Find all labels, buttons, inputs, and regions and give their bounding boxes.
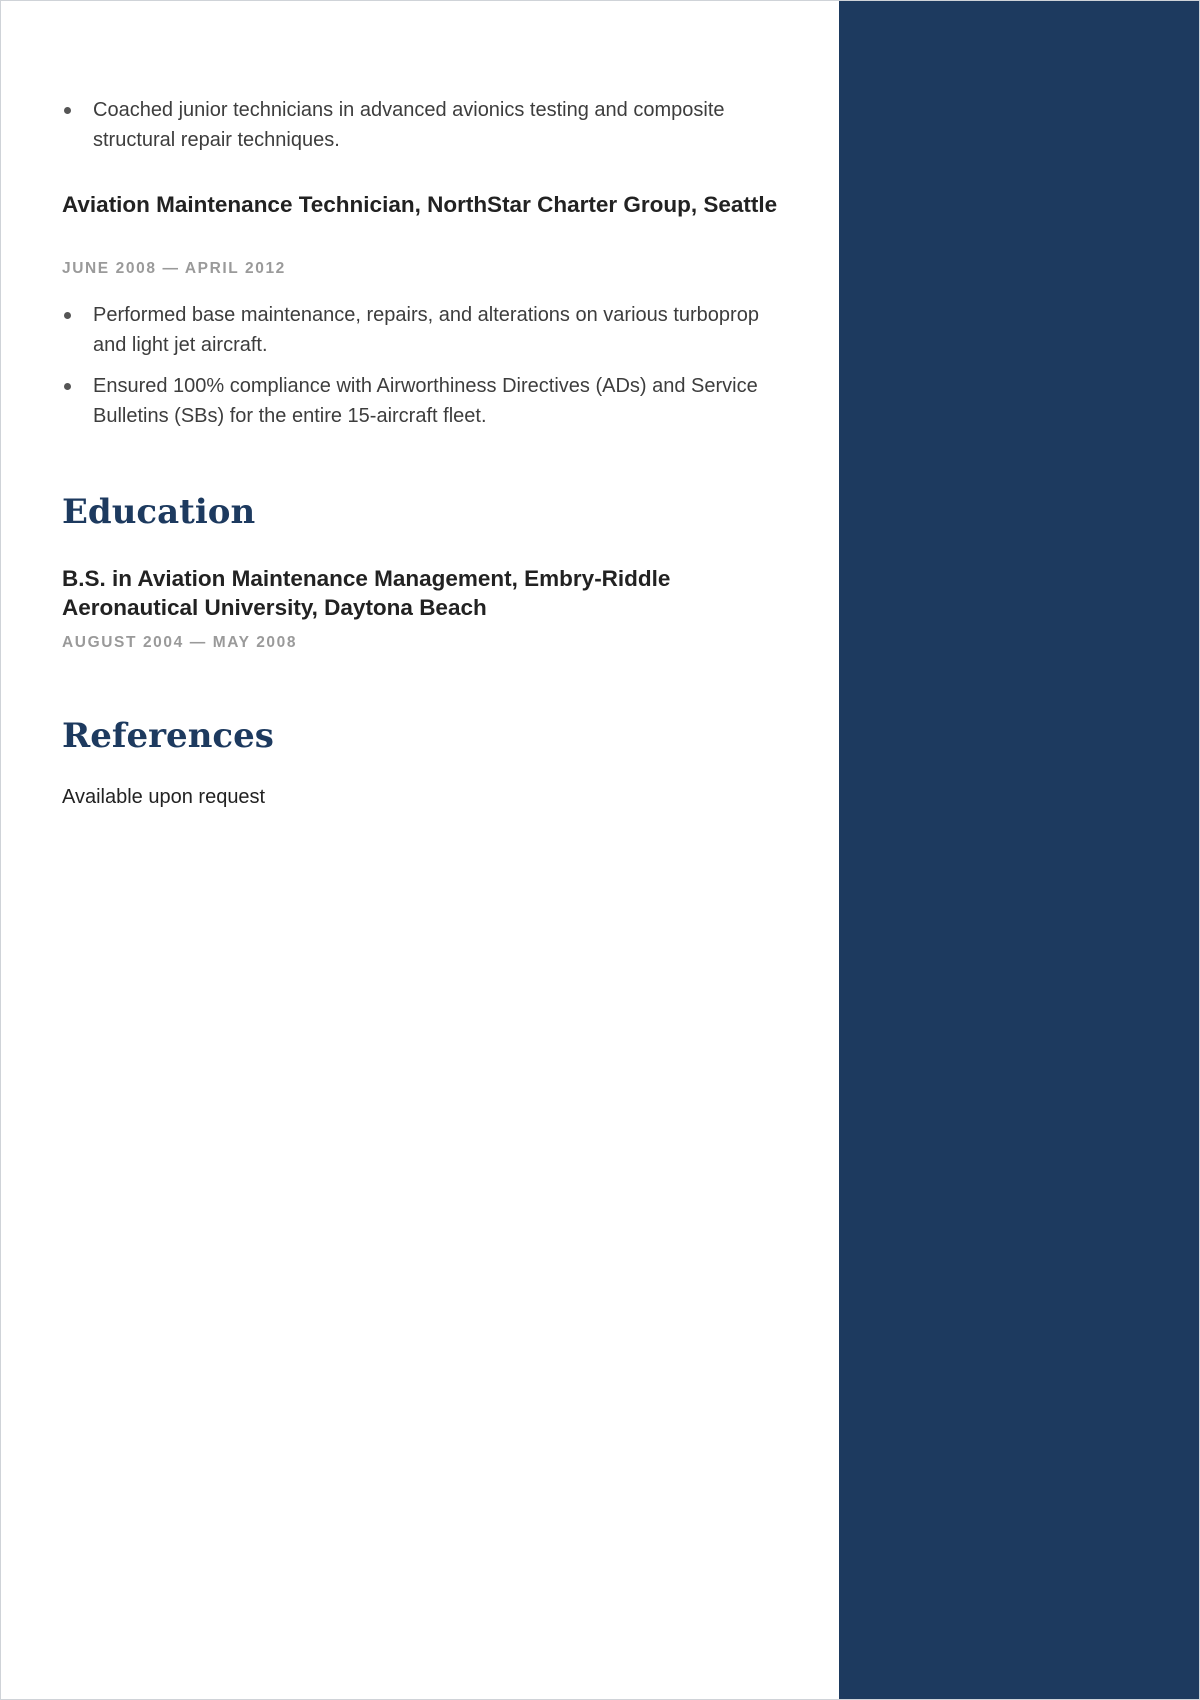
bullet-text: Performed base maintenance, repairs, and alterations on various turboprop and light jet aircraft. — [93, 304, 759, 356]
list-item — [62, 300, 782, 360]
references-text: Available upon request — [62, 786, 266, 808]
bullet-icon — [64, 107, 71, 114]
education-heading: Education — [62, 492, 256, 532]
degree-title: B.S. in Aviation Maintenance Management, Embry-Riddle Aeronautical University, Daytona Beach — [62, 566, 671, 620]
sidebar-panel — [839, 1, 1199, 1699]
job-dates: JUNE 2008 — APRIL 2012 — [62, 260, 286, 277]
education-dates: AUGUST 2004 — MAY 2008 — [62, 634, 298, 651]
previous-role-bullets — [62, 95, 782, 155]
bullet-text: Ensured 100% compliance with Airworthiness Directives (ADs) and Service Bulletins (SBs) for the entire 15-aircraft fleet. — [93, 375, 758, 427]
list-item — [62, 371, 782, 431]
list-item — [62, 95, 782, 155]
job-bullets — [62, 300, 782, 431]
bullet-icon — [64, 383, 71, 390]
bullet-icon — [64, 312, 71, 319]
references-heading: References — [62, 716, 274, 756]
job-title: Aviation Maintenance Technician, NorthStar Charter Group, Seattle — [62, 192, 778, 217]
bullet-text: Coached junior technicians in advanced avionics testing and composite structural repair techniques. — [93, 99, 725, 151]
